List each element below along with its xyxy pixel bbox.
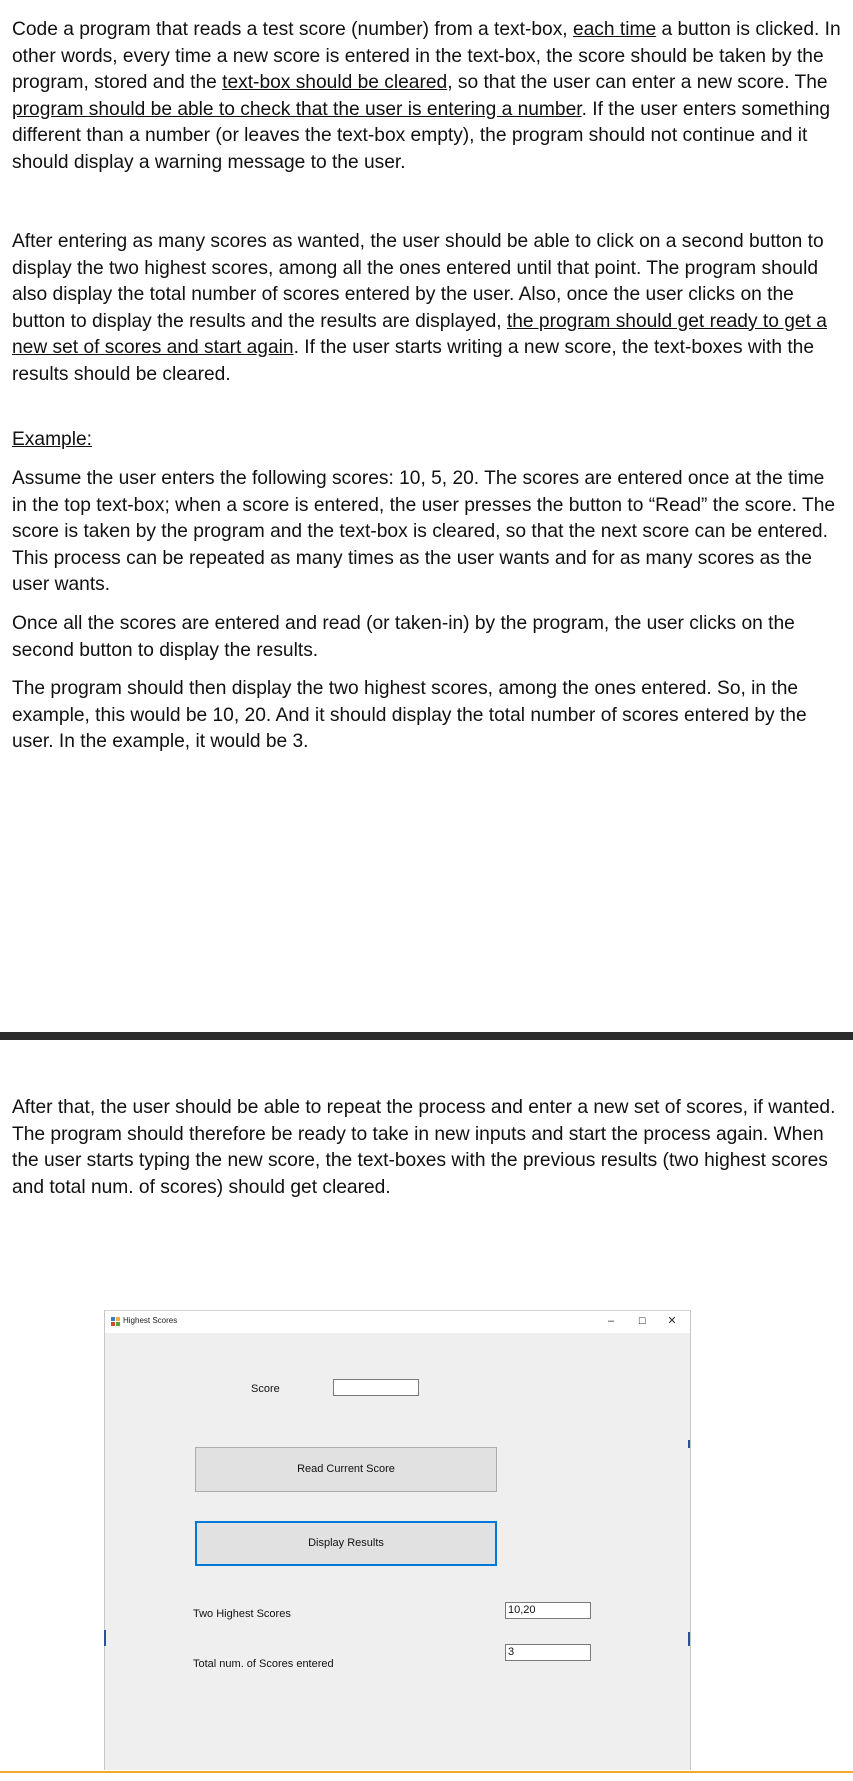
window-title: Highest Scores: [123, 1316, 178, 1325]
close-icon[interactable]: ✕: [667, 1315, 677, 1327]
instructions-paragraph-2: [12, 229, 842, 388]
display-results-button[interactable]: Display Results: [195, 1521, 497, 1566]
underlined-text: program should be able to check that the user is entering a number: [12, 98, 582, 120]
score-input[interactable]: [333, 1379, 419, 1396]
text-run: Code a program that reads a test score (number) from a text-box,: [12, 19, 573, 40]
highest-scores-window: [104, 1310, 691, 1770]
repeat-paragraph: [12, 1095, 842, 1201]
paragraph-text: The program should then display the two highest scores, among the ones entered. So, in the example, this would be 10, 20. And it should display the total number of scores entered by the user. In the example, it would be 3.: [12, 678, 807, 752]
paragraph-text: Once all the scores are entered and read (or taken-in) by the program, the user clicks on the second button to display the results.: [12, 613, 795, 661]
example-paragraph-1: [12, 466, 842, 599]
text-run: , so that the user can enter a new score. The: [447, 72, 828, 93]
text-run: a button is clicked. In other words, every time a new score is entered in the text-box, the score should be taken by the program, stored and the: [12, 19, 841, 93]
instructions-paragraph-1: [12, 17, 842, 176]
text-run: After entering as many scores as wanted, the user should be able to click on a second button to display the two highest scores, among all the ones entered until that point. The program should also display the total number of scores entered by the user. Also, once the user clicks on the button to display the results and the results are displayed,: [12, 231, 824, 332]
paragraph-text: Assume the user enters the following scores: 10, 5, 20. The scores are entered once at the time in the top text-box; when a score is entered, the user presses the button to “Read” the score. The score is taken by the program and the text-box is cleared, so that the next score can be entered. This process can be repeated as many times as the user wants and for as many scores as the user wants.: [12, 468, 836, 595]
two-highest-label: Two Highest Scores: [193, 1608, 291, 1620]
underlined-text: text-box should be cleared: [222, 72, 448, 93]
text-run: . If the user starts writing a new score, the text-boxes with the results should be cleared.: [12, 337, 815, 385]
bottom-border: [0, 1771, 853, 1773]
example-heading-text: Example:: [12, 429, 92, 450]
app-icon: [111, 1317, 120, 1326]
edge-marker: [688, 1440, 690, 1448]
score-label: Score: [251, 1383, 280, 1395]
paragraph-text: After that, the user should be able to repeat the process and enter a new set of scores, if wanted. The program should therefore be ready to take in new inputs and start the process again. When the user starts typing the new score, the text-boxes with the previous results (two highest scores and total num. of scores) should get cleared.: [12, 1097, 836, 1198]
page-divider: [0, 1032, 853, 1040]
edge-marker: [688, 1632, 690, 1646]
minimize-icon[interactable]: –: [607, 1315, 615, 1327]
total-scores-output[interactable]: 3: [505, 1644, 591, 1661]
maximize-icon[interactable]: ☐: [637, 1316, 647, 1326]
window-titlebar[interactable]: [105, 1310, 690, 1333]
edge-marker: [104, 1630, 106, 1646]
underlined-text: the program should get ready to get a new set of scores and start again: [12, 310, 827, 358]
two-highest-output[interactable]: 10,20: [505, 1602, 591, 1619]
text-run: . If the user enters something different than a number (or leaves the text-box empty), the program should not continue and it should display a warning message to the user.: [12, 98, 831, 173]
underlined-text: each time: [572, 19, 657, 40]
read-current-score-button[interactable]: Read Current Score: [195, 1447, 497, 1492]
example-paragraph-2: [12, 611, 842, 664]
total-scores-label: Total num. of Scores entered: [193, 1658, 334, 1670]
example-heading: [12, 427, 842, 454]
example-paragraph-3: [12, 676, 842, 756]
